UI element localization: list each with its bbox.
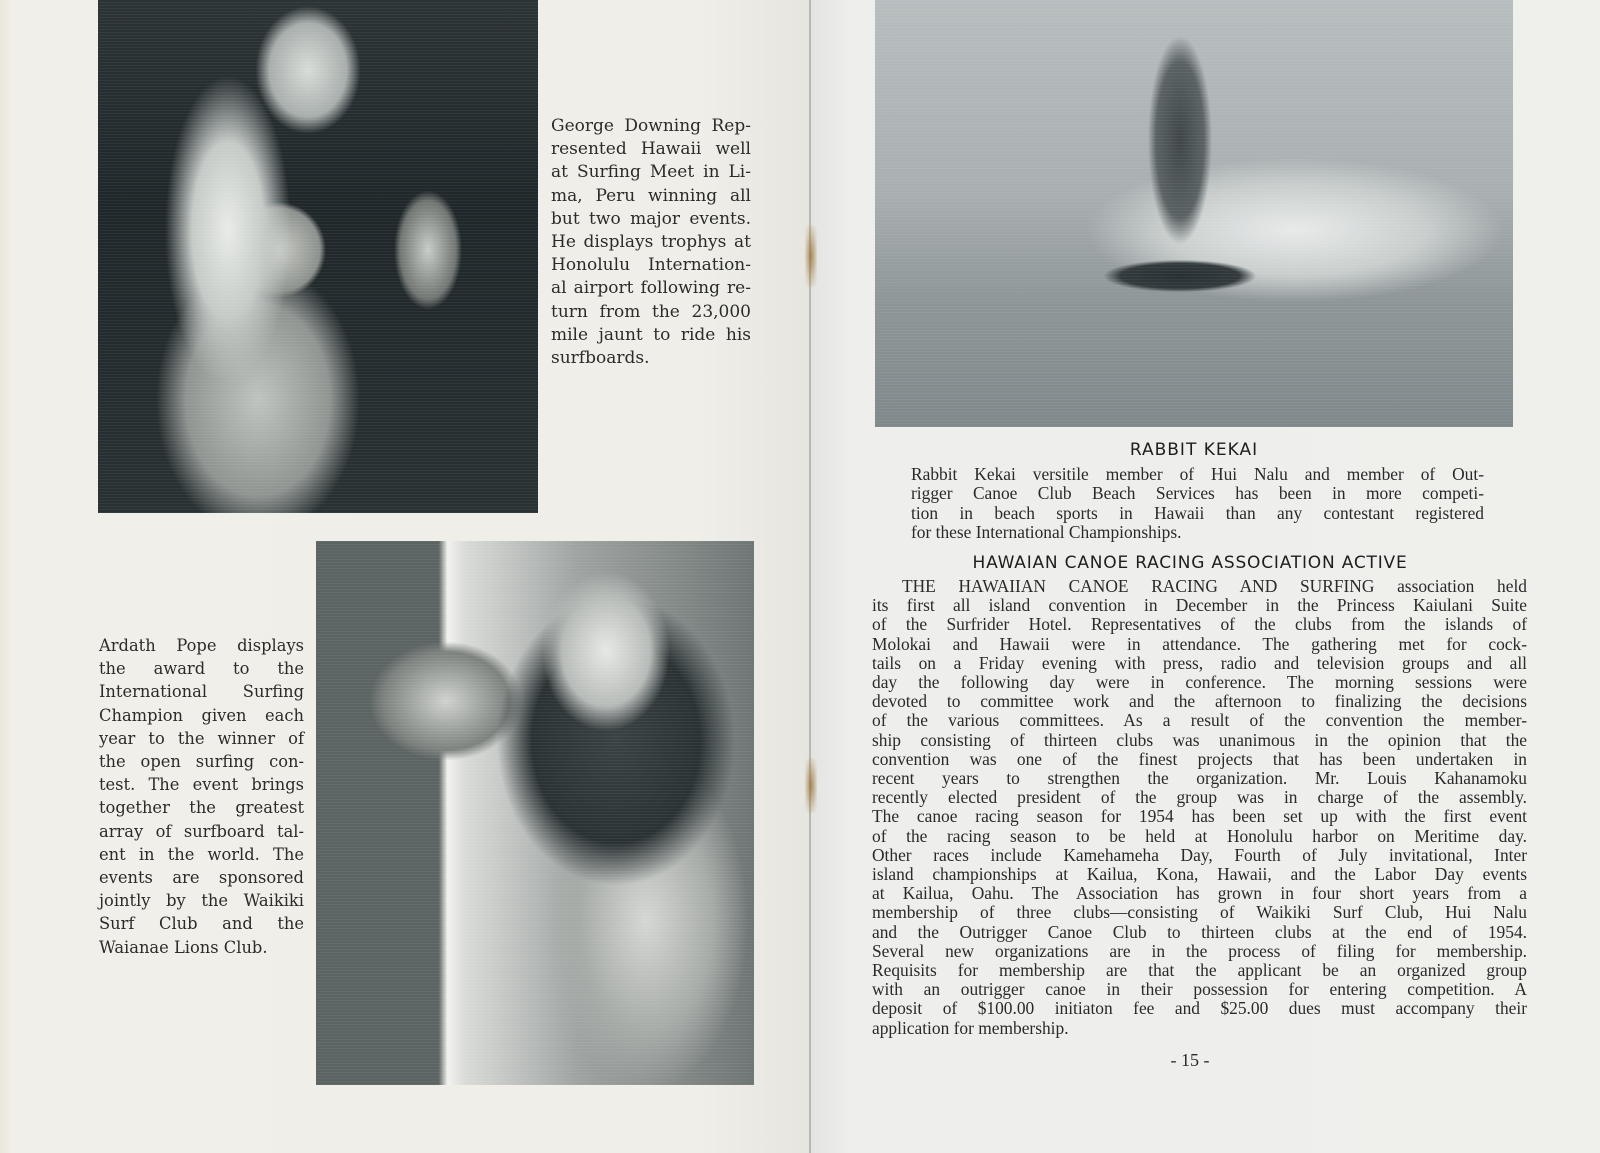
text-line: island championships at Kailua, Kona, Hawaii, and the Labor Day events [872, 864, 1527, 885]
caption-line: array of surfboard tal- [99, 821, 304, 841]
canoe-racing-association-article [872, 577, 1527, 1038]
staple-rust-stain [805, 225, 817, 287]
section-heading-canoe-racing-association: HAWAIAN CANOE RACING ASSOCIATION ACTIVE [972, 553, 1408, 573]
text-line: of the Surfrider Hotel. Representatives of the clubs from the islands of [872, 614, 1527, 635]
section-heading-rabbit-kekai: RABBIT KEKAI [1129, 440, 1259, 460]
text-line: tails on a Friday evening with press, radio and television groups and all [872, 652, 1527, 673]
caption-line: International Surfing [99, 682, 304, 702]
text-line: devoted to committee work and the afternoon to finalizing the decisions [872, 691, 1527, 712]
caption-line: He displays trophys at [551, 232, 751, 253]
caption-line: Champion given each [99, 705, 304, 725]
caption-line: the open surfing con- [99, 752, 304, 772]
caption-line: test. The event brings [99, 775, 304, 795]
caption-line: but two major events. [551, 208, 751, 229]
text-line: deposit of $100.00 initiaton fee and $25.00 dues must accompany their [872, 998, 1527, 1019]
caption-line: surfboards. [551, 348, 650, 369]
text-line: THE HAWAIIAN CANOE RACING AND SURFING association held [902, 576, 1527, 596]
photo-rabbit-kekai-surfing [875, 0, 1513, 427]
caption-line: together the greatest [99, 798, 304, 818]
text-line: for these International Championships. [911, 522, 1182, 543]
caption-line: year to the winner of [99, 728, 304, 748]
text-line: recently elected president of the group was in charge of the assembly. [872, 787, 1527, 808]
caption-line: Surf Club and the [99, 914, 304, 934]
caption-line: Ardath Pope displays [99, 636, 304, 655]
caption-line: the award to the [99, 659, 304, 679]
caption-line: jointly by the Waikiki [99, 891, 304, 911]
binding-gutter [809, 0, 811, 1153]
caption-line: al airport following re- [551, 278, 751, 299]
caption-line: George Downing Rep- [551, 116, 751, 136]
text-line: with an outrigger canoe in their possession for entering competition. A [872, 979, 1527, 1000]
caption-line: ma, Peru winning all [551, 185, 751, 206]
text-line: Other races include Kamehameha Day, Fourth of July invitational, Inter [872, 844, 1527, 865]
staple-rust-stain [805, 758, 817, 813]
text-line: Rabbit Kekai versitile member of Hui Nalu and member of Out- [911, 464, 1484, 484]
caption-george-downing [551, 115, 751, 370]
text-line: ship consisting of thirteen clubs was unanimous in the opinion that the [872, 729, 1527, 750]
text-line: Several new organizations are in the process of filing for membership. [872, 940, 1527, 961]
caption-line: Honolulu Internation- [551, 255, 751, 276]
text-line: membership of three clubs—consisting of Waikiki Surf Club, Hui Nalu [872, 902, 1527, 923]
page-number: - 15 - [1170, 1050, 1210, 1070]
text-line: of the various committees. As a result of the convention the member- [872, 710, 1527, 731]
caption-line: ent in the world. The [99, 844, 304, 864]
caption-line: at Surfing Meet in Li- [551, 162, 751, 183]
text-line: The canoe racing season for 1954 has been set up with the first event [872, 806, 1527, 827]
text-line: recent years to strengthen the organization. Mr. Louis Kahanamoku [872, 768, 1527, 789]
text-line: application for membership. [872, 1017, 1069, 1038]
caption-line: Waianae Lions Club. [99, 937, 268, 957]
text-line: convention was one of the finest projects that has been undertaken in [872, 748, 1527, 769]
caption-line: resented Hawaii well [551, 139, 751, 160]
text-line: rigger Canoe Club Beach Services has been in more competi- [911, 483, 1484, 504]
text-line: of the racing season to be held at Honolulu harbor on Meritime day. [872, 825, 1527, 846]
caption-ardath-pope [99, 634, 304, 959]
caption-line: turn from the 23,000 [551, 301, 751, 322]
text-line: at Kailua, Oahu. The Association has grown in four short years from a [872, 883, 1527, 904]
text-line: its first all island convention in December in the Princess Kaiulani Suite [872, 595, 1527, 616]
text-line: and the Outrigger Canoe Club to thirteen clubs at the end of 1954. [872, 921, 1527, 942]
caption-line: mile jaunt to ride his [551, 324, 751, 345]
text-line: day the following day were in conference. The morning sessions were [872, 672, 1527, 693]
photo-ardath-pope [316, 541, 754, 1085]
text-line: Requisits for membership are that the applicant be an organized group [872, 960, 1527, 981]
rabbit-kekai-paragraph [911, 465, 1484, 543]
text-line: tion in beach sports in Hawaii than any contestant registered [911, 502, 1484, 523]
photo-george-downing [98, 0, 538, 513]
caption-line: events are sponsored [99, 868, 304, 888]
text-line: Molokai and Hawaii were in attendance. The gathering met for cock- [872, 633, 1527, 654]
